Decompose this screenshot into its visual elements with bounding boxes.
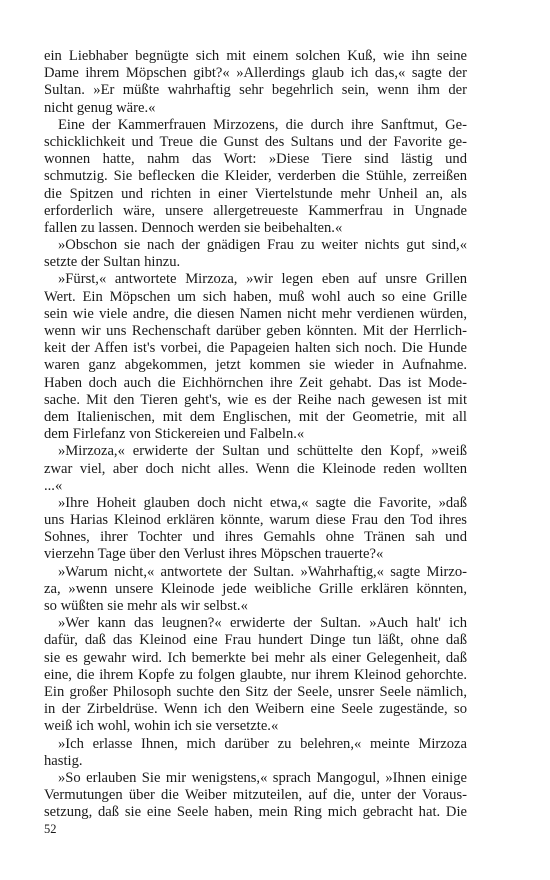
text-line: »Obschon sie nach der gnädigen Frau zu weiter nichts gut sind,« [58, 237, 467, 254]
paragraph [44, 48, 467, 117]
text-line: wenn wir uns Rechenschaft darüber geben könnten. Mit der Herrlich- [44, 323, 467, 339]
text-line: »Ihre Hoheit glauben doch nicht etwa,« sagte die Favorite, »daß [58, 494, 467, 511]
text-line: schicklichkeit und Treue die Gunst des Sultans und der Favorite ge- [44, 133, 467, 150]
paragraph [44, 117, 467, 237]
paragraph [44, 271, 467, 443]
paragraph [44, 736, 467, 770]
text-line: erforderlich wäre, unsere allergetreueste Kammerfrau in Ungnade [44, 202, 467, 219]
text-line: »Mirzoza,« erwiderte der Sultan und schüttelte den Kopf, »weiß [58, 443, 467, 460]
paragraph [44, 443, 467, 495]
paragraph [44, 495, 467, 564]
text-line: dem Firlefanz von Stickereien und Falbeln.« [44, 426, 305, 443]
text-line: die Spitzen und richten in einer Viertelstunde mehr Unheil an, als [44, 185, 467, 202]
text-line: fallen zu lassen. Dennoch werden sie beibehalten.« [44, 219, 343, 236]
text-line: Vermutungen über die Weiber mitzuteilen, auf die, unter der Voraus- [44, 787, 467, 804]
text-line: ein Liebhaber begnügte sich mit einem solchen Kuß, wie ihn seine [44, 48, 467, 64]
text-line: schmutzig. Sie beflecken die Kleider, verderben die Stühle, zerreißen [44, 168, 467, 185]
paragraph [44, 770, 467, 822]
text-line: za, »wenn unsere Kleinode jede weibliche Grille erklären könnten, [44, 580, 467, 597]
text-line: Ein großer Philosoph suchte den Sitz der Seele, unsrer Seele nämlich, [44, 683, 467, 700]
text-line: sache. Mit den Tieren geht's, wie es der Reihe nach gewesen ist mit [44, 391, 467, 408]
text-line: ...« [44, 477, 63, 494]
paragraph [44, 237, 467, 271]
text-line: zwar viel, aber doch nicht alles. Wenn die Kleinode reden wollten [44, 460, 467, 477]
text-line: sie es gewahr wird. Ich bemerkte bei mehr als einer Gelegenheit, daß [44, 649, 467, 666]
text-line: »Wer kann das leugnen?« erwiderte der Sultan. »Auch halt' ich [58, 615, 467, 632]
text-line: »Warum nicht,« antwortete der Sultan. »Wahrhaftig,« sagte Mirzo- [58, 563, 467, 580]
text-line: dem Italienischen, mit dem Englischen, mit der Geometrie, mit all [44, 408, 467, 425]
text-line: setzung, daß sie eine Seele haben, mein Ring mich gebracht hat. Die [44, 804, 467, 821]
text-line: Haben doch auch die Eichhörnchen ihre Zeit gehabt. Das ist Mode- [44, 374, 467, 391]
text-line: Eine der Kammerfrauen Mirzozens, die durch ihre Sanftmut, Ge- [58, 116, 467, 133]
text-line: so wüßten sie mehr als wir selbst.« [44, 598, 248, 614]
text-line: »Fürst,« antwortete Mirzoza, »wir legen eben auf unsre Grillen [58, 271, 467, 288]
text-line: dafür, daß das Kleinod eine Frau hundert Dinge tun läßt, ohne daß [44, 632, 467, 649]
text-line: »Ich erlasse Ihnen, mich darüber zu belehren,« meinte Mirzoza [58, 735, 467, 752]
text-line: Dame ihrem Möpschen gibt?« »Allerdings glaub ich das,« sagte der [44, 65, 467, 82]
text-line: eine, die ihrem Kopfe zu folgen glaubte, nur ihrem Kleinod gehorchte. [44, 666, 467, 683]
text-line: waren ganz abgekommen, jetzt kommen sie wieder in Aufnahme. [44, 357, 467, 374]
text-line: wonnen hatte, nahm das Wort: »Diese Tiere sind lästig und [44, 151, 467, 168]
text-line: nicht genug wäre.« [44, 99, 156, 116]
text-line: uns Harias Kleinod erklären könnte, warum diese Frau den Tod ihres [44, 512, 467, 529]
text-line: setzte der Sultan hinzu. [44, 254, 181, 271]
page-number: 52 [44, 822, 57, 836]
text-line: hastig. [44, 752, 83, 769]
paragraph [44, 615, 467, 735]
text-line: weiß ich wohl, wohin ich sie versetzte.« [44, 718, 279, 735]
book-page-body [44, 48, 467, 821]
text-line: Sohnes, ihrer Tochter und ihres Gemahls ohne Tränen sah und [44, 529, 467, 546]
text-line: »So erlauben Sie mir wenigstens,« sprach Mangogul, »Ihnen einige [58, 769, 467, 786]
text-line: in der Zirbeldrüse. Wenn ich den Weibern eine Seele zugestände, so [44, 701, 467, 718]
text-line: vierzehn Tage über den Verlust ihres Möpschen trauerte?« [44, 546, 384, 563]
text-line: sein wie viele andre, die diesen Namen nicht mehr verdienen würden, [44, 305, 467, 322]
text-line: Wert. Ein Möpschen um sich haben, muß wohl auch so eine Grille [44, 288, 467, 305]
paragraph [44, 564, 467, 616]
text-line: Sultan. »Er müßte wahrhaftig sehr begehrlich sein, wenn ihm der [44, 82, 467, 99]
text-line: keit der Affen ist's vorbei, die Papageien halten sich noch. Die Hunde [44, 340, 467, 357]
